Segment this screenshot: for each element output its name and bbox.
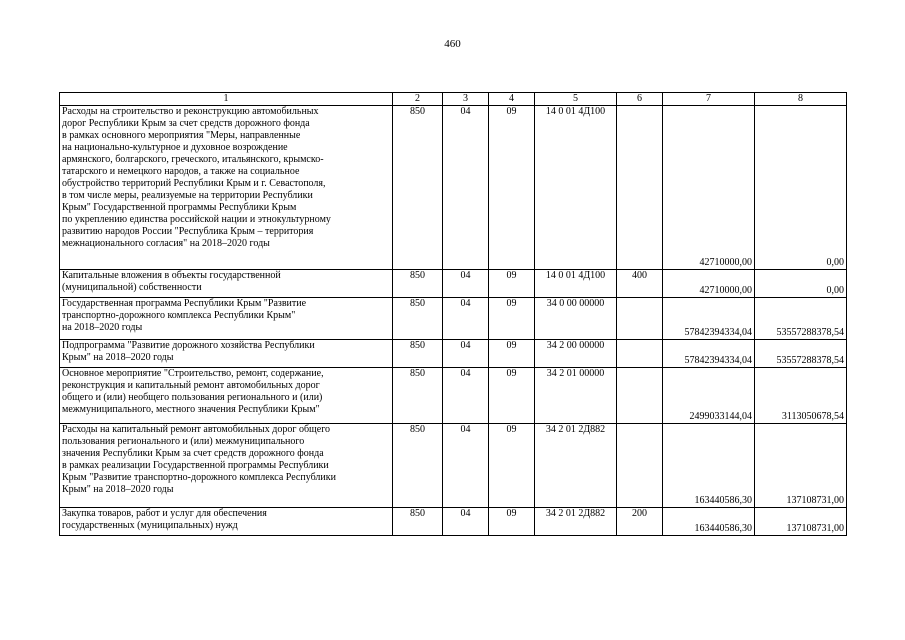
row-description: Основное мероприятие "Строительство, ремонт, содержание, реконструкция и капитальный ремонт автомобильных дорог общего и (или) необщего пользования регионального и (или) межмуниципального, местного значения Республики Крым": [60, 368, 393, 424]
header-cell: 3: [443, 93, 489, 106]
amount-col8: 53557288378,54: [755, 298, 847, 340]
amount-col8: 0,00: [755, 106, 847, 270]
header-cell: 8: [755, 93, 847, 106]
target-article-code: 14 0 01 4Д100: [535, 106, 617, 270]
row-description: Закупка товаров, работ и услуг для обеспечения государственных (муниципальных) нужд: [60, 508, 393, 536]
row-description: Подпрограмма "Развитие дорожного хозяйства Республики Крым" на 2018–2020 годы: [60, 340, 393, 368]
expense-type-code: 200: [617, 508, 663, 536]
amount-col7: 57842394334,04: [663, 298, 755, 340]
ministry-code: 850: [393, 340, 443, 368]
table-header-row: [60, 93, 847, 106]
amount-col7: 57842394334,04: [663, 340, 755, 368]
expense-type-code: [617, 368, 663, 424]
amount-col8: 53557288378,54: [755, 340, 847, 368]
subsection-code: 09: [489, 424, 535, 508]
target-article-code: 34 0 00 00000: [535, 298, 617, 340]
target-article-code: 14 0 01 4Д100: [535, 270, 617, 298]
amount-col7: 42710000,00: [663, 270, 755, 298]
table-row: [60, 106, 847, 270]
expense-type-code: [617, 340, 663, 368]
amount-col8: 3113050678,54: [755, 368, 847, 424]
ministry-code: 850: [393, 368, 443, 424]
target-article-code: 34 2 01 2Д882: [535, 424, 617, 508]
row-description: Расходы на капитальный ремонт автомобильных дорог общего пользования регионального и (или) межмуниципального значения Республики Крым за счет средств дорожного фонда в рамках реализации Государственной программы Республики Крым "Развитие транспортно-дорожного комплекса Республики Крым" на 2018–2020 годы: [60, 424, 393, 508]
section-code: 04: [443, 106, 489, 270]
subsection-code: 09: [489, 298, 535, 340]
expense-type-code: 400: [617, 270, 663, 298]
subsection-code: 09: [489, 508, 535, 536]
amount-col8: 137108731,00: [755, 424, 847, 508]
subsection-code: 09: [489, 368, 535, 424]
ministry-code: 850: [393, 270, 443, 298]
header-cell: 4: [489, 93, 535, 106]
subsection-code: 09: [489, 270, 535, 298]
expense-type-code: [617, 106, 663, 270]
table-row: [60, 368, 847, 424]
section-code: 04: [443, 298, 489, 340]
ministry-code: 850: [393, 106, 443, 270]
row-description: Капитальные вложения в объекты государственной (муниципальной) собственности: [60, 270, 393, 298]
table-row: [60, 424, 847, 508]
section-code: 04: [443, 368, 489, 424]
target-article-code: 34 2 00 00000: [535, 340, 617, 368]
expense-type-code: [617, 424, 663, 508]
budget-table: [59, 92, 847, 536]
ministry-code: 850: [393, 508, 443, 536]
header-cell: 6: [617, 93, 663, 106]
ministry-code: 850: [393, 298, 443, 340]
table-row: [60, 298, 847, 340]
section-code: 04: [443, 340, 489, 368]
expense-type-code: [617, 298, 663, 340]
header-cell: 7: [663, 93, 755, 106]
section-code: 04: [443, 270, 489, 298]
amount-col8: 0,00: [755, 270, 847, 298]
amount-col7: 163440586,30: [663, 508, 755, 536]
ministry-code: 850: [393, 424, 443, 508]
header-cell: 1: [60, 93, 393, 106]
row-description: Расходы на строительство и реконструкцию автомобильных дорог Республики Крым за счет средств дорожного фонда в рамках основного мероприятия "Меры, направленные на национально-культурное и духовное возрождение армянского, болгарского, греческого, итальянского, крымско- татарского и немецкого народов, а также на социальное обустройство территорий Республики Крым и г. Севастополя, в том числе меры, реализуемые на территории Республики Крым" Государственной программы Республики Крым по укреплению единства российской нации и этнокультурному развитию народов России "Республика Крым – территория межнационального согласия" на 2018–2020 годы: [60, 106, 393, 270]
header-cell: 5: [535, 93, 617, 106]
table-row: [60, 508, 847, 536]
target-article-code: 34 2 01 00000: [535, 368, 617, 424]
section-code: 04: [443, 508, 489, 536]
page-number: 460: [444, 38, 461, 50]
table-row: [60, 270, 847, 298]
subsection-code: 09: [489, 106, 535, 270]
subsection-code: 09: [489, 340, 535, 368]
amount-col7: 42710000,00: [663, 106, 755, 270]
table-row: [60, 340, 847, 368]
target-article-code: 34 2 01 2Д882: [535, 508, 617, 536]
section-code: 04: [443, 424, 489, 508]
amount-col7: 2499033144,04: [663, 368, 755, 424]
header-cell: 2: [393, 93, 443, 106]
row-description: Государственная программа Республики Крым "Развитие транспортно-дорожного комплекса Республики Крым" на 2018–2020 годы: [60, 298, 393, 340]
amount-col7: 163440586,30: [663, 424, 755, 508]
amount-col8: 137108731,00: [755, 508, 847, 536]
